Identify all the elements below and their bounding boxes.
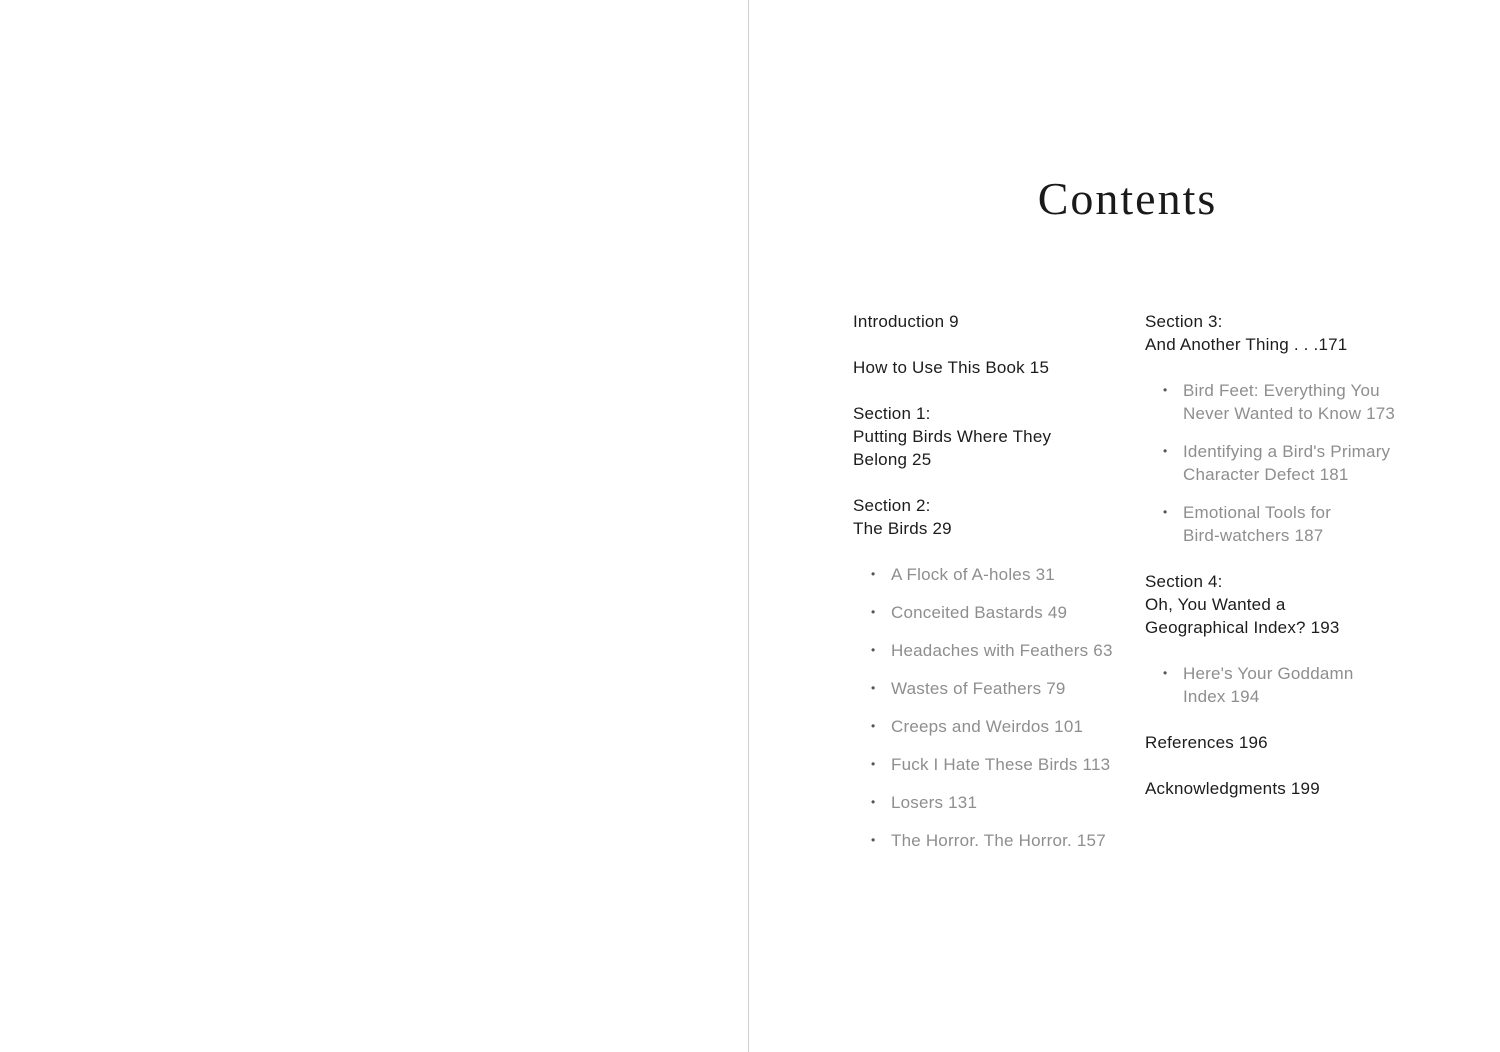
chapter-title-line: Emotional Tools for	[1183, 503, 1332, 522]
chapter-title-line: Identifying a Bird's Primary	[1183, 442, 1391, 461]
toc-entry-section-1	[853, 402, 1123, 471]
list-item	[1145, 440, 1415, 486]
chapter-title: Creeps and Weirdos 101	[891, 717, 1084, 736]
bullet-icon: •	[871, 795, 876, 809]
toc-entry-section-3	[1145, 310, 1415, 356]
toc-entry-line: How to Use This Book 15	[853, 358, 1050, 377]
bullet-icon: •	[871, 567, 876, 581]
chapter-title-line: Character Defect 181	[1183, 465, 1349, 484]
list-item	[853, 715, 1123, 738]
chapter-title: A Flock of A-holes 31	[891, 565, 1055, 584]
list-item	[1145, 501, 1415, 547]
toc-entry-how-to-use	[853, 356, 1123, 379]
bullet-icon: •	[871, 833, 876, 847]
toc-entry-line: References 196	[1145, 733, 1268, 752]
left-page-blank	[0, 0, 748, 1052]
toc-entry-line: Section 3:	[1145, 312, 1223, 331]
bullet-icon: •	[871, 605, 876, 619]
contents-column-right	[1145, 310, 1415, 823]
contents-column-left	[853, 310, 1123, 875]
page-title: Contents	[1037, 173, 1218, 224]
list-item	[853, 601, 1123, 624]
list-item	[1145, 662, 1415, 708]
chapter-title-line: Here's Your Goddamn	[1183, 664, 1354, 683]
bullet-icon: •	[871, 719, 876, 733]
chapter-title: Headaches with Feathers 63	[891, 641, 1113, 660]
list-item	[1145, 379, 1415, 425]
toc-entry-line: Putting Birds Where They	[853, 427, 1052, 446]
chapter-title-line: Bird Feet: Everything You	[1183, 381, 1380, 400]
chapter-title-line: Bird-watchers 187	[1183, 526, 1324, 545]
toc-entry-introduction	[853, 310, 1123, 333]
toc-entry-acknowledgments	[1145, 777, 1415, 800]
toc-entry-line: Acknowledgments 199	[1145, 779, 1320, 798]
bullet-icon: •	[871, 681, 876, 695]
toc-entry-line: Oh, You Wanted a	[1145, 595, 1286, 614]
toc-entry-section-4	[1145, 570, 1415, 639]
list-item	[853, 753, 1123, 776]
toc-entry-line: Introduction 9	[853, 312, 959, 331]
chapter-title: Conceited Bastards 49	[891, 603, 1068, 622]
chapter-title: Fuck I Hate These Birds 113	[891, 755, 1111, 774]
toc-entry-section-2	[853, 494, 1123, 540]
toc-entry-line: Section 1:	[853, 404, 931, 423]
section-4-chapter-list	[1145, 662, 1415, 708]
bullet-icon: •	[1163, 505, 1168, 519]
section-3-chapter-list	[1145, 379, 1415, 547]
toc-entry-line: And Another Thing . . .171	[1145, 335, 1348, 354]
toc-entry-references	[1145, 731, 1415, 754]
right-page-contents	[749, 0, 1500, 1052]
toc-entry-line: The Birds 29	[853, 519, 952, 538]
chapter-title-line: Never Wanted to Know 173	[1183, 404, 1396, 423]
chapter-title: Losers 131	[891, 793, 978, 812]
bullet-icon: •	[1163, 444, 1168, 458]
list-item	[853, 791, 1123, 814]
list-item	[853, 677, 1123, 700]
bullet-icon: •	[1163, 383, 1168, 397]
bullet-icon: •	[871, 757, 876, 771]
chapter-title-line: Index 194	[1183, 687, 1260, 706]
toc-entry-line: Section 2:	[853, 496, 931, 515]
section-2-chapter-list	[853, 563, 1123, 852]
toc-entry-line: Section 4:	[1145, 572, 1223, 591]
bullet-icon: •	[871, 643, 876, 657]
bullet-icon: •	[1163, 666, 1168, 680]
list-item	[853, 829, 1123, 852]
toc-entry-line: Belong 25	[853, 450, 932, 469]
chapter-title: The Horror. The Horror. 157	[891, 831, 1106, 850]
chapter-title: Wastes of Feathers 79	[891, 679, 1066, 698]
list-item	[853, 563, 1123, 586]
toc-entry-line: Geographical Index? 193	[1145, 618, 1340, 637]
list-item	[853, 639, 1123, 662]
